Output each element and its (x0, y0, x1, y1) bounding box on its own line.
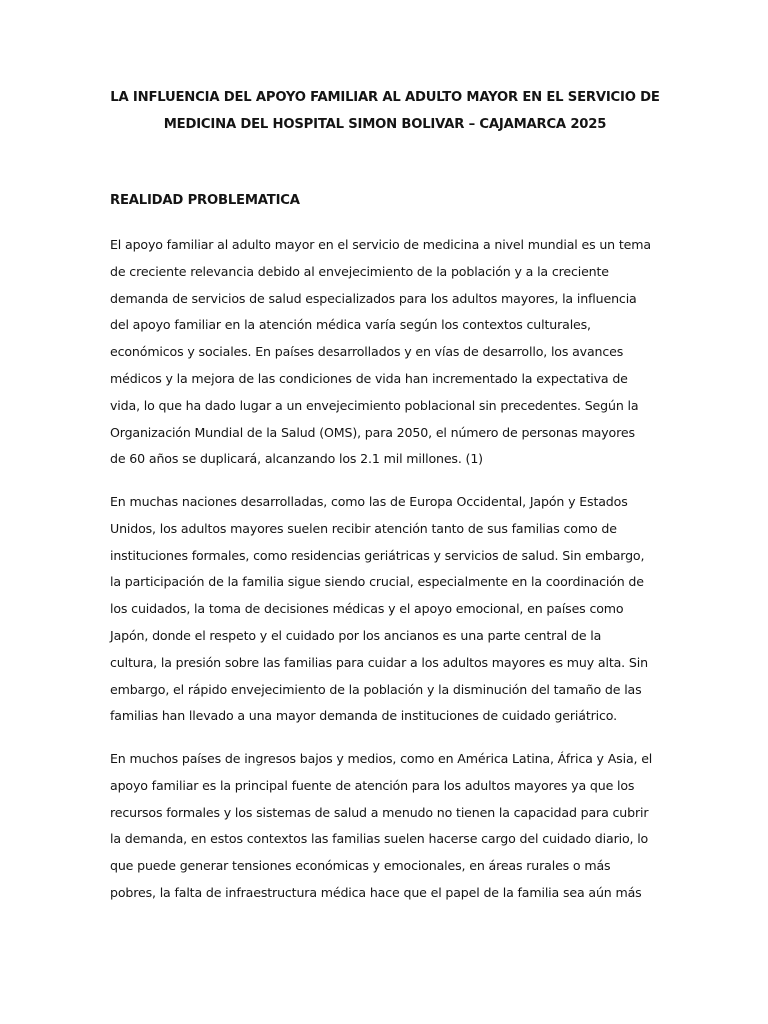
paragraph-line: del apoyo familiar en la atención médica varía según los contextos culturales, (110, 317, 591, 333)
paragraph-line: los cuidados, la toma de decisiones médicas y el apoyo emocional, en países como (110, 601, 624, 617)
paragraph-line: apoyo familiar es la principal fuente de atención para los adultos mayores ya que los (110, 777, 635, 793)
paragraph-line: de 60 años se duplicará, alcanzando los 2.1 mil millones. (1) (110, 451, 483, 467)
paragraph-line: Organización Mundial de la Salud (OMS), para 2050, el número de personas mayores (110, 424, 635, 440)
paragraph-line: vida, lo que ha dado lugar a un envejecimiento poblacional sin precedentes. Según la (110, 397, 639, 413)
paragraph-line: instituciones formales, como residencias geriátricas y servicios de salud. Sin embargo, (110, 547, 645, 563)
paragraph-line: familias han llevado a una mayor demanda de instituciones de cuidado geriátrico. (110, 708, 617, 724)
section-heading: REALIDAD PROBLEMATICA (110, 193, 300, 208)
paragraph-line: económicos y sociales. En países desarrollados y en vías de desarrollo, los avances (110, 344, 624, 360)
paragraph-line: médicos y la mejora de las condiciones de vida han incrementado la expectativa de (110, 370, 628, 386)
paragraph (110, 489, 670, 730)
paragraph-line: la demanda, en estos contextos las familias suelen hacerse cargo del cuidado diario, lo (110, 831, 649, 847)
paragraph-line: cultura, la presión sobre las familias para cuidar a los adultos mayores es muy alta. Sin (110, 654, 648, 670)
paragraph-line: embargo, el rápido envejecimiento de la población y la disminución del tamaño de las (110, 681, 642, 697)
title-line: LA INFLUENCIA DEL APOYO FAMILIAR AL ADULTO MAYOR EN EL SERVICIO DE (110, 90, 660, 105)
paragraph-line: En muchos países de ingresos bajos y medios, como en América Latina, África y Asia, el (110, 751, 653, 766)
paragraph-line: recursos formales y los sistemas de salud a menudo no tienen la capacidad para cubrir (110, 804, 649, 820)
paragraph-line: de creciente relevancia debido al envejecimiento de la población y a la creciente (110, 263, 609, 279)
paragraph-line: demanda de servicios de salud especializados para los adultos mayores, la influencia (110, 290, 637, 306)
paragraph-line: En muchas naciones desarrolladas, como las de Europa Occidental, Japón y Estados (110, 494, 628, 509)
paragraph-line: pobres, la falta de infraestructura médica hace que el papel de la familia sea aún más (110, 884, 642, 900)
paragraph-line: El apoyo familiar al adulto mayor en el servicio de medicina a nivel mundial es un tema (110, 237, 651, 252)
paragraph-line: que puede generar tensiones económicas y emocionales, en áreas rurales o más (110, 858, 611, 874)
title-line: MEDICINA DEL HOSPITAL SIMON BOLIVAR – CAJAMARCA 2025 (163, 117, 607, 132)
paragraph-line: la participación de la familia sigue siendo crucial, especialmente en la coordinación de (110, 574, 644, 590)
document-title (100, 84, 670, 138)
paragraph-line: Japón, donde el respeto y el cuidado por los ancianos es una parte central de la (110, 627, 602, 643)
paragraph (110, 746, 670, 907)
paragraph (110, 232, 670, 473)
paragraph-line: Unidos, los adultos mayores suelen recibir atención tanto de sus familias como de (110, 520, 617, 536)
